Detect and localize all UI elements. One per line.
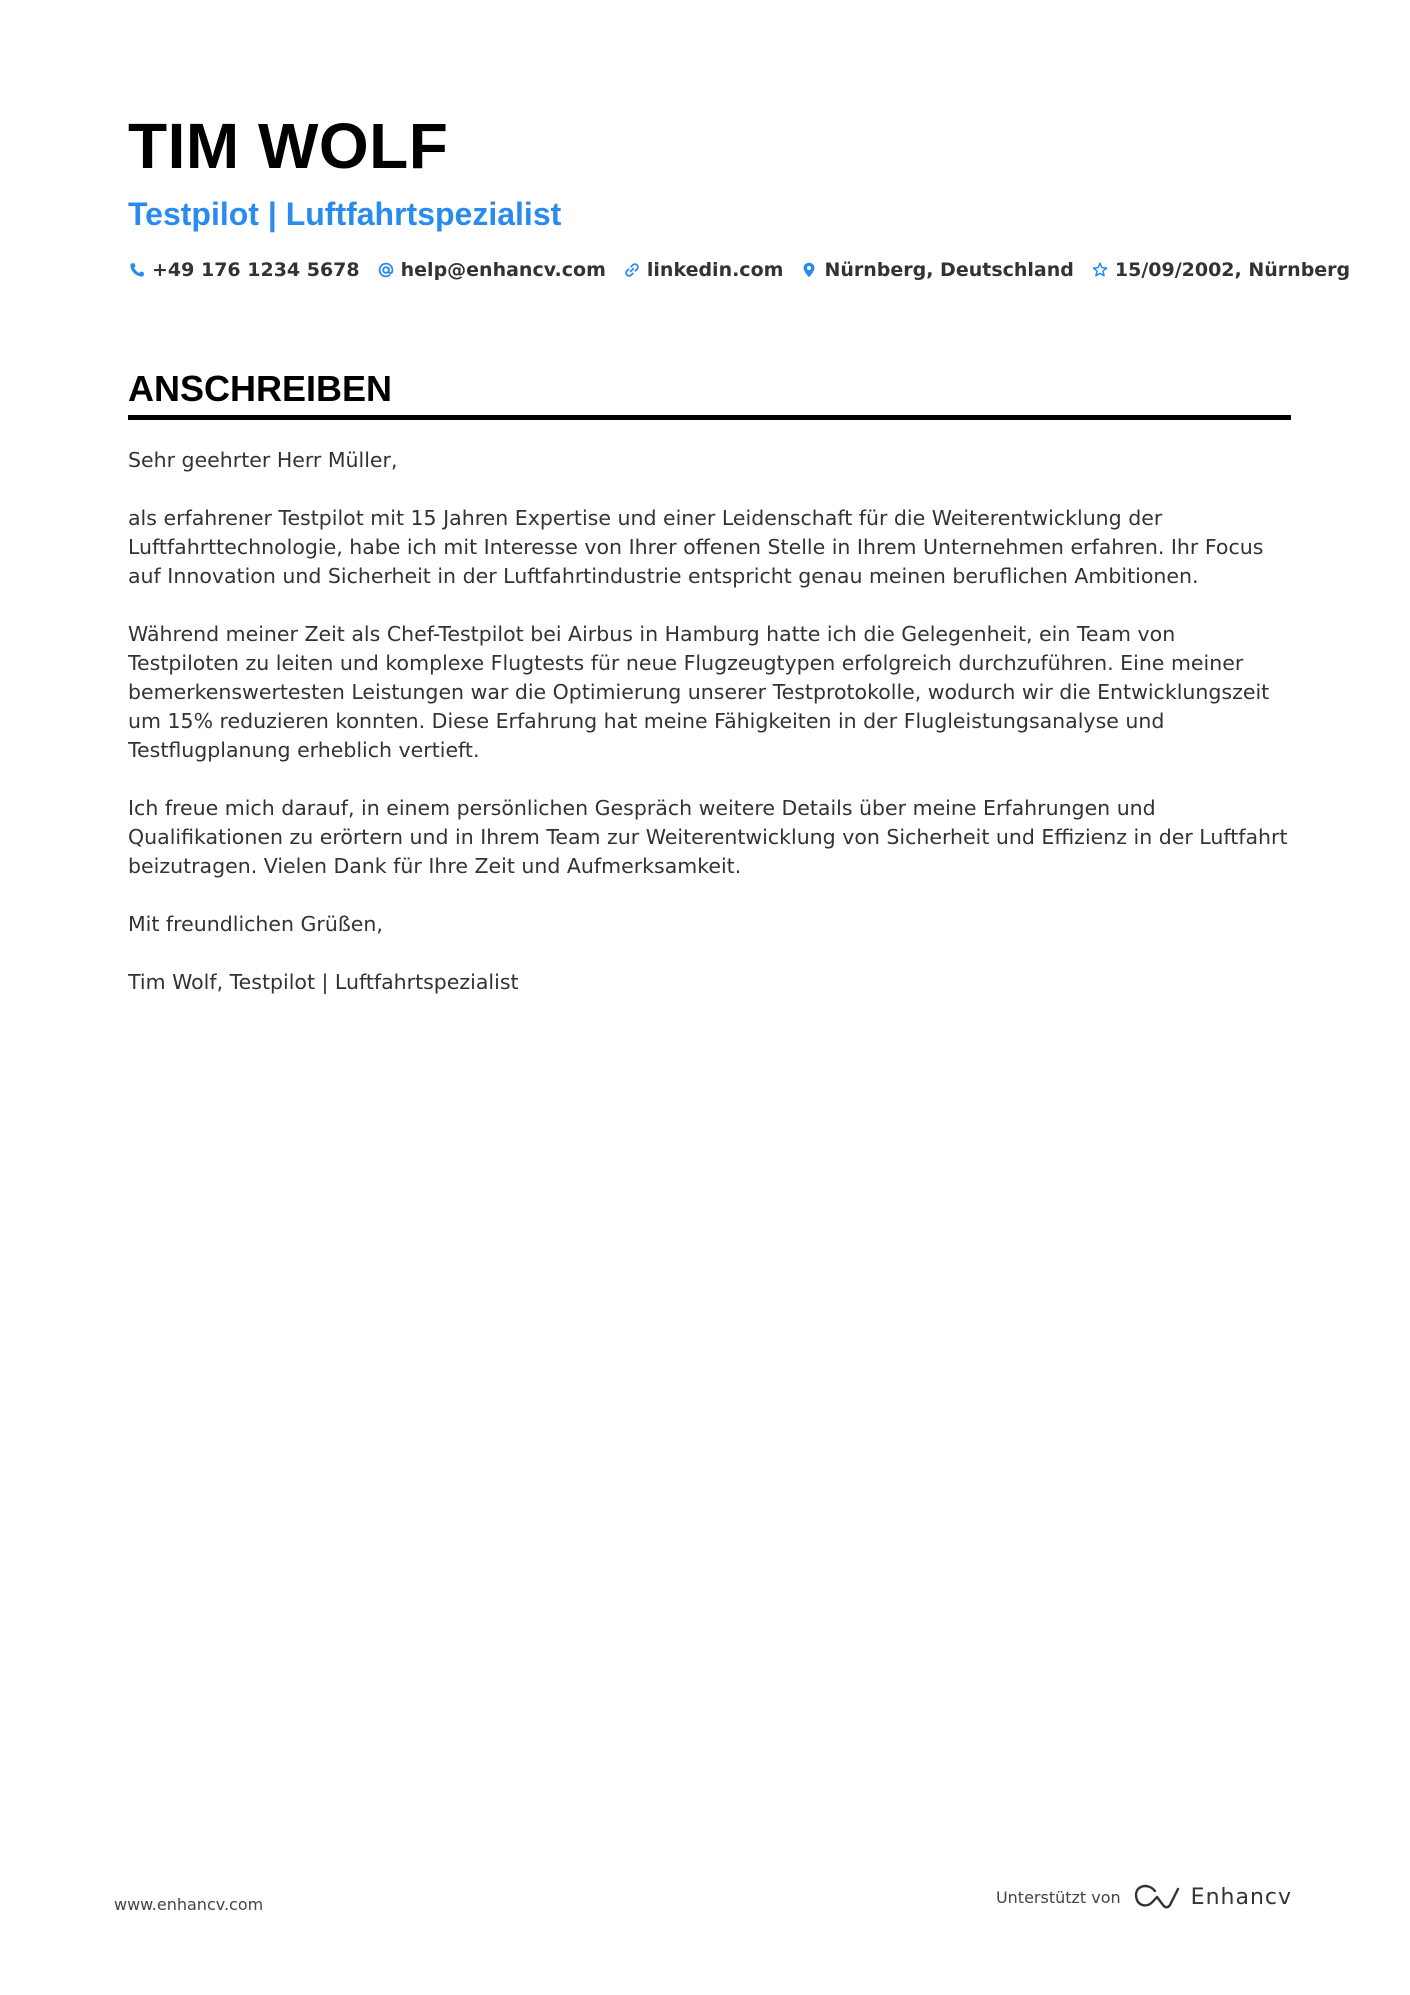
letter-paragraph: als erfahrener Testpilot mit 15 Jahren Expertise und einer Leidenschaft für die Weiterentwicklung der Luftfahrttechnologie, habe ich mit Interesse von Ihrer offenen Stelle in Ihrem Unternehmen erfahren. Ihr Focus auf Innovation und Sicherheit in der Luftfahrtindustrie entspricht genau meinen beruflichen Ambitionen.: [128, 506, 1264, 588]
contact-bar: [128, 259, 1351, 281]
location-pin-icon: [800, 261, 818, 279]
letter-salutation: Sehr geehrter Herr Müller,: [128, 448, 398, 472]
brand-name: Enhancv: [1190, 1884, 1292, 1910]
contact-email: [377, 259, 606, 281]
star-icon: [1091, 261, 1109, 279]
letter-paragraph: Ich freue mich darauf, in einem persönlichen Gespräch weitere Details über meine Erfahrungen und Qualifikationen zu erörtern und in Ihrem Team zur Weiterentwicklung von Sicherheit und Effizienz in der Luftfahrt beizutragen. Vielen Dank für Ihre Zeit und Aufmerksamkeit.: [128, 796, 1288, 878]
cover-letter-section: [128, 367, 1291, 1026]
phone-icon: [128, 261, 146, 279]
birth-date-place: 15/09/2002, Nürnberg: [1114, 259, 1351, 281]
candidate-name: TIM WOLF: [128, 110, 449, 182]
letter-closing: Mit freundlichen Grüßen,: [128, 912, 383, 936]
letter-signature: Tim Wolf, Testpilot | Luftfahrtspezialist: [128, 970, 519, 994]
linkedin-link[interactable]: linkedin.com: [646, 259, 784, 281]
header: [128, 108, 1351, 281]
contact-birth: [1091, 259, 1350, 281]
enhancv-logo-icon: [1133, 1883, 1181, 1911]
section-title: ANSCHREIBEN: [128, 368, 393, 409]
link-icon: [623, 261, 641, 279]
contact-location: [800, 259, 1073, 281]
email-address[interactable]: help@enhancv.com: [400, 259, 606, 281]
phone-number[interactable]: +49 176 1234 5678: [152, 259, 360, 281]
section-divider: [128, 415, 1291, 420]
footer-website[interactable]: www.enhancv.com: [114, 1895, 264, 1914]
letter-body: [128, 446, 1291, 997]
contact-linkedin: [623, 259, 784, 281]
at-icon: [377, 261, 395, 279]
powered-by-label: Unterstützt von: [995, 1887, 1121, 1907]
contact-phone: [128, 259, 360, 281]
footer-branding: [996, 1883, 1292, 1911]
candidate-role: Testpilot | Luftfahrtspezialist: [128, 196, 562, 232]
letter-paragraph: Während meiner Zeit als Chef-Testpilot bei Airbus in Hamburg hatte ich die Gelegenheit, ein Team von Testpiloten zu leiten und komplexe Flugtests für neue Flugzeugtypen erfolgreich durchzuführen. Eine meiner bemerkenswertesten Leistungen war die Optimierung unserer Testprotokolle, wodurch wir die Entwicklungszeit um 15% reduzieren konnten. Diese Erfahrung hat meine Fähigkeiten in der Flugleistungsanalyse und Testflugplanung erheblich vertieft.: [128, 622, 1270, 762]
location-text: Nürnberg, Deutschland: [824, 259, 1074, 281]
